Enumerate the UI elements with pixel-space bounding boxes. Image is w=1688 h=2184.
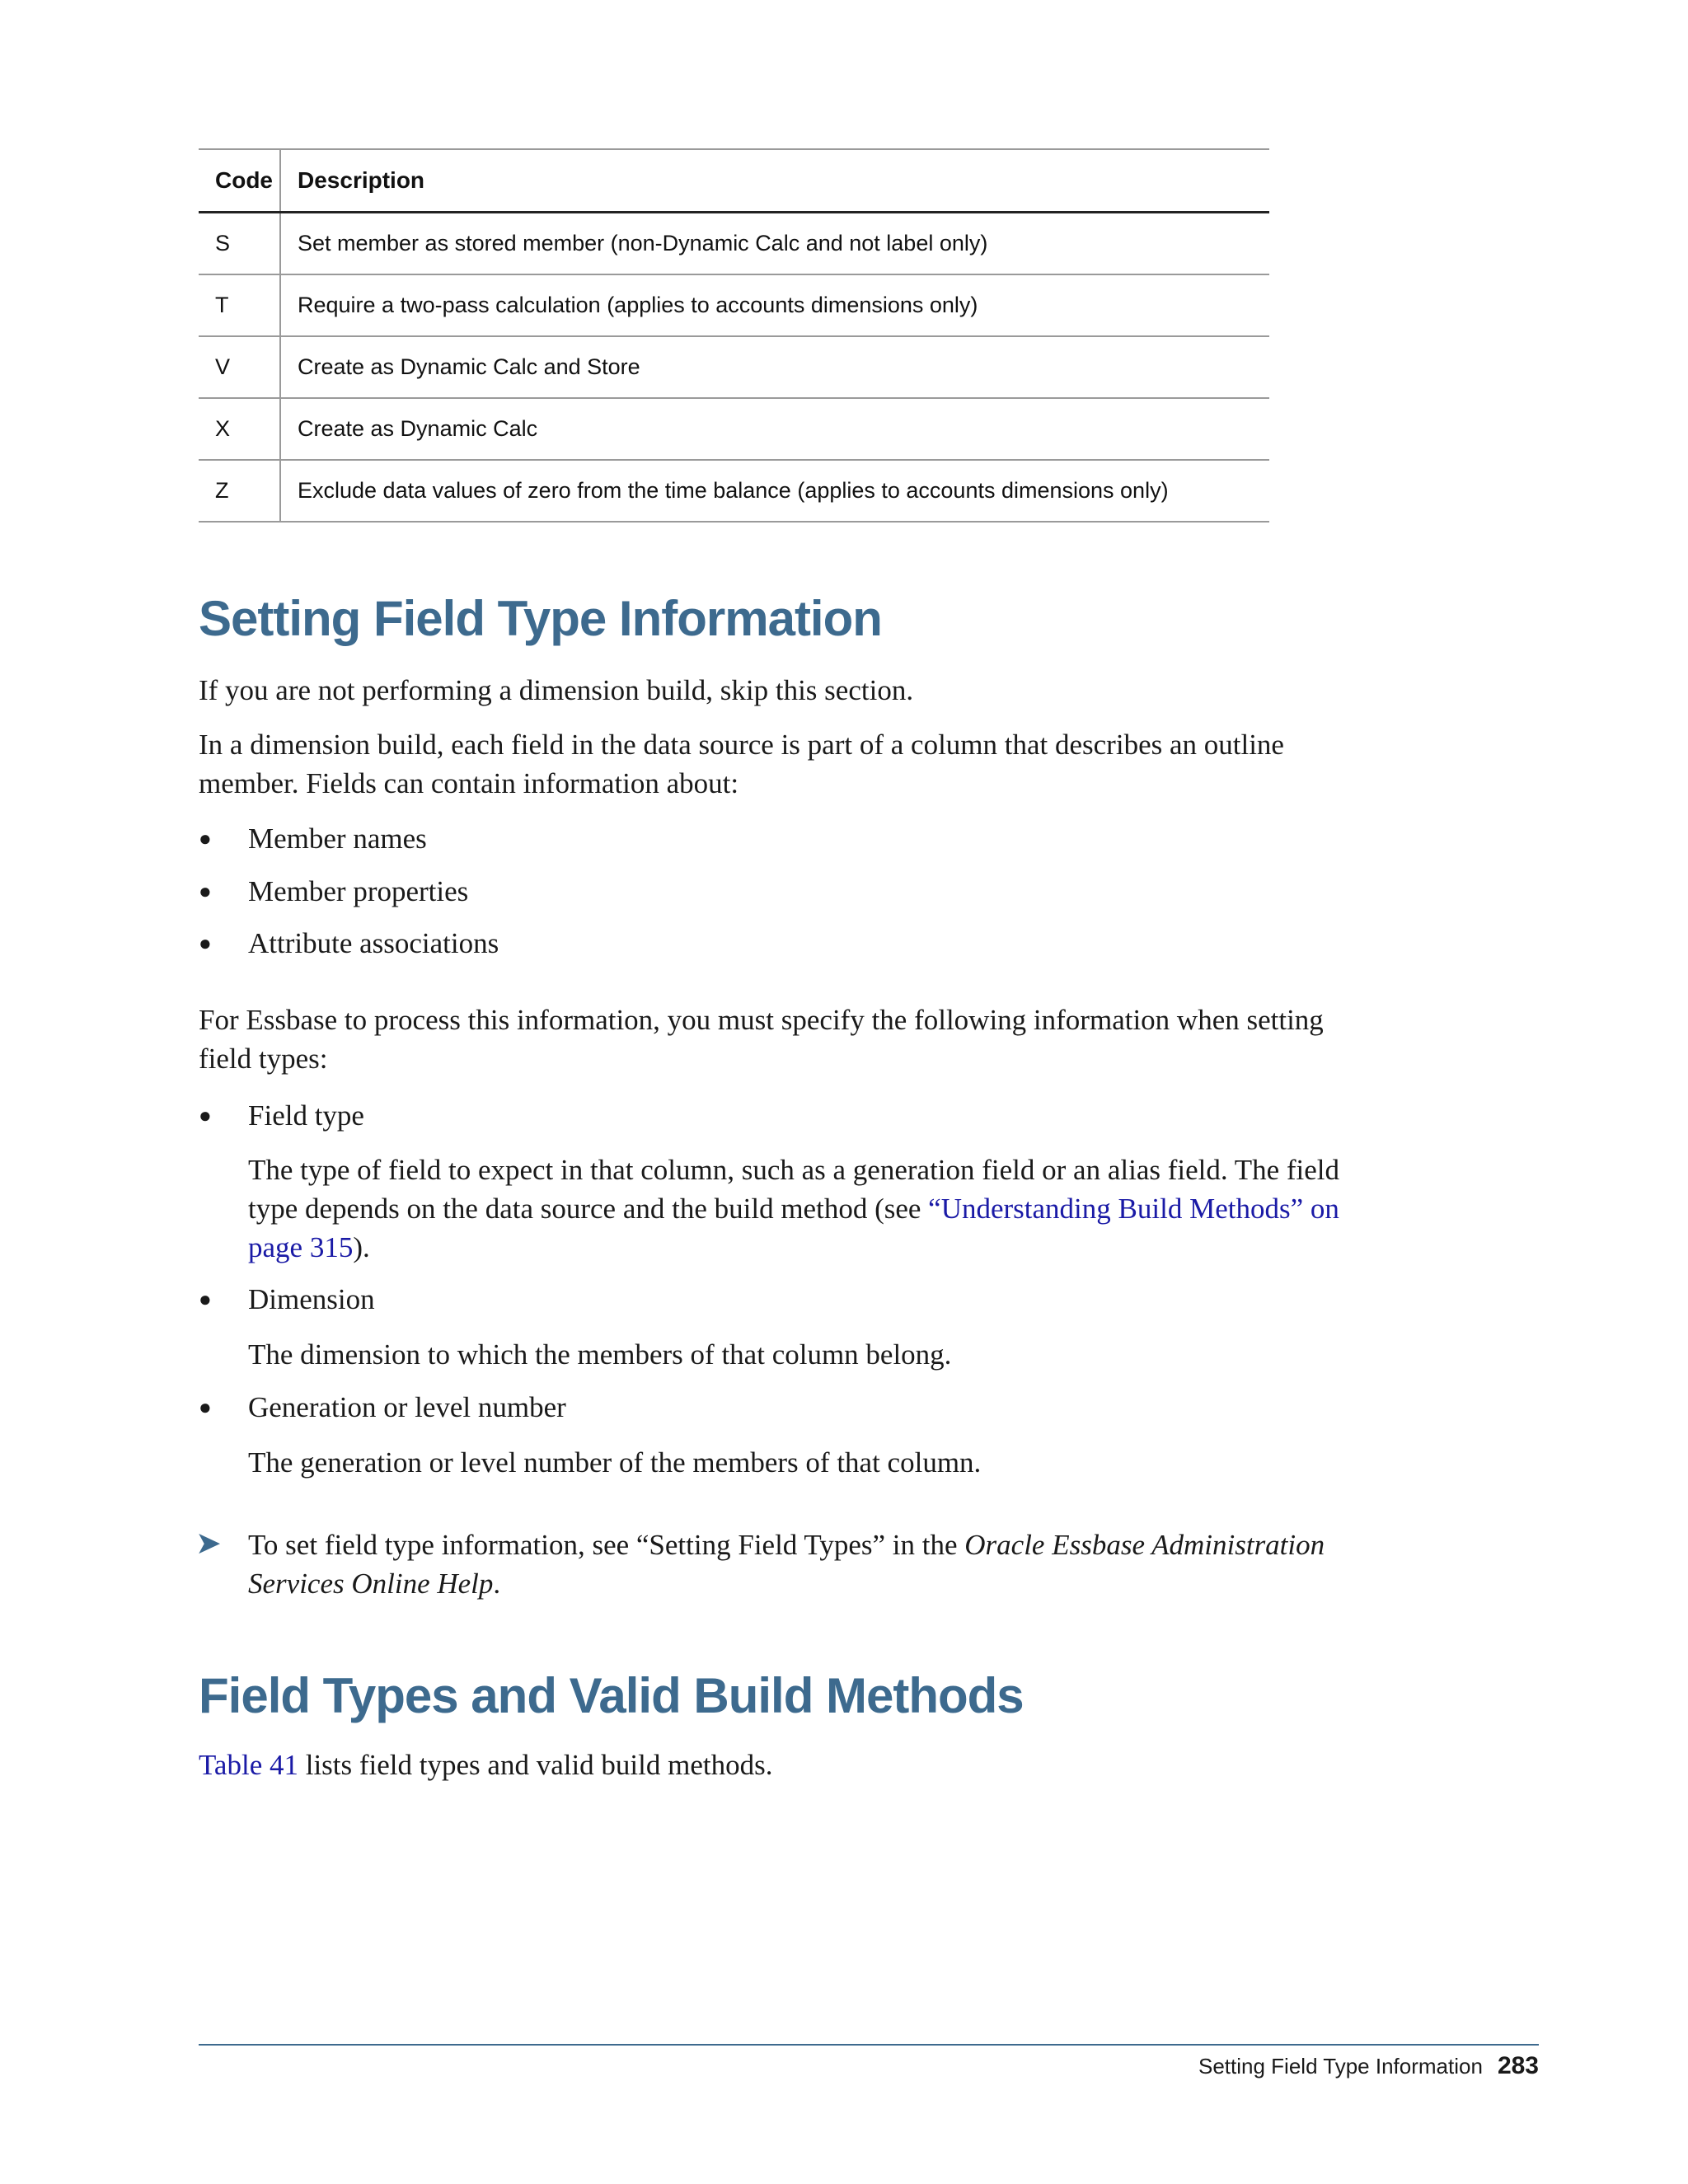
procedure-arrow-icon: ➤ bbox=[195, 1526, 222, 1561]
bullet-text: Dimension bbox=[248, 1283, 375, 1315]
procedure-text bbox=[248, 1526, 1353, 1603]
footer-divider bbox=[199, 2044, 1539, 2046]
generation-description: The generation or level number of the members of that column. bbox=[248, 1446, 982, 1479]
bullet-text: Member names bbox=[248, 823, 427, 855]
table-header-code: Code bbox=[199, 149, 280, 213]
table-cell-description: Set member as stored member (non-Dynamic Calc and not label only) bbox=[280, 213, 1269, 275]
footer-section-title: Setting Field Type Information bbox=[1198, 2054, 1483, 2079]
table-cell-description: Require a two-pass calculation (applies to accounts dimensions only) bbox=[280, 274, 1269, 336]
table-cell-description: Create as Dynamic Calc and Store bbox=[280, 336, 1269, 398]
bullet-text: Member properties bbox=[248, 875, 469, 907]
bullet-text: Generation or level number bbox=[248, 1391, 566, 1423]
table-cell-code: V bbox=[199, 336, 280, 398]
description-text: The type of field to expect in that column, such as a generation field or an alias field. The field type depends on the data source and the build method (see bbox=[248, 1154, 1340, 1225]
bullet-icon: ● bbox=[199, 1287, 212, 1311]
paragraph-dimension-build: In a dimension build, each field in the data source is part of a column that describes an outline member. Fields can contain information about: bbox=[199, 729, 1284, 799]
table-header-description: Description bbox=[280, 149, 1269, 213]
paragraph-skip-section: If you are not performing a dimension build, skip this section. bbox=[199, 674, 914, 706]
section-heading-setting-field-type: Setting Field Type Information bbox=[199, 591, 882, 646]
bullet-icon: ● bbox=[199, 1395, 212, 1419]
dimension-description: The dimension to which the members of that column belong. bbox=[248, 1338, 952, 1371]
bullet-icon: ● bbox=[199, 827, 212, 851]
page-number: 283 bbox=[1497, 2052, 1539, 2079]
online-help-title: Oracle Essbase Administration Services Online Help bbox=[248, 1529, 1325, 1600]
description-text: ). bbox=[353, 1231, 370, 1263]
page-footer bbox=[1198, 2052, 1539, 2080]
table-row bbox=[199, 460, 1269, 522]
procedure-text-start: To set field type information, see “Setting Field Types” in the bbox=[248, 1529, 965, 1561]
paragraph-essbase-process: For Essbase to process this information, you must specify the following information when setting field types: bbox=[199, 1004, 1324, 1075]
procedure-text-end: . bbox=[493, 1568, 501, 1600]
table-cell-code: S bbox=[199, 213, 280, 275]
bullet-icon: ● bbox=[199, 1104, 212, 1127]
bullet-text: Attribute associations bbox=[248, 927, 499, 959]
field-type-description bbox=[248, 1151, 1353, 1267]
table-row bbox=[199, 213, 1269, 275]
table-cell-description: Create as Dynamic Calc bbox=[280, 398, 1269, 460]
bullet-icon: ● bbox=[199, 879, 212, 903]
table-row bbox=[199, 336, 1269, 398]
paragraph-text: lists field types and valid build methods. bbox=[298, 1749, 773, 1781]
table-cell-code: X bbox=[199, 398, 280, 460]
table-cell-code: Z bbox=[199, 460, 280, 522]
table-cell-description: Exclude data values of zero from the time balance (applies to accounts dimensions only) bbox=[280, 460, 1269, 522]
table-header-row bbox=[199, 149, 1269, 213]
table-41-link[interactable]: Table 41 bbox=[199, 1749, 298, 1781]
table-cell-code: T bbox=[199, 274, 280, 336]
codes-table bbox=[199, 148, 1269, 523]
section-heading-field-types: Field Types and Valid Build Methods bbox=[199, 1668, 1024, 1723]
paragraph-table-41 bbox=[199, 1746, 1353, 1784]
bullet-text: Field type bbox=[248, 1099, 364, 1132]
table-row bbox=[199, 274, 1269, 336]
bullet-icon: ● bbox=[199, 931, 212, 955]
table-row bbox=[199, 398, 1269, 460]
understanding-build-methods-link[interactable]: “Understanding Build Methods” on page 315 bbox=[248, 1193, 1339, 1263]
